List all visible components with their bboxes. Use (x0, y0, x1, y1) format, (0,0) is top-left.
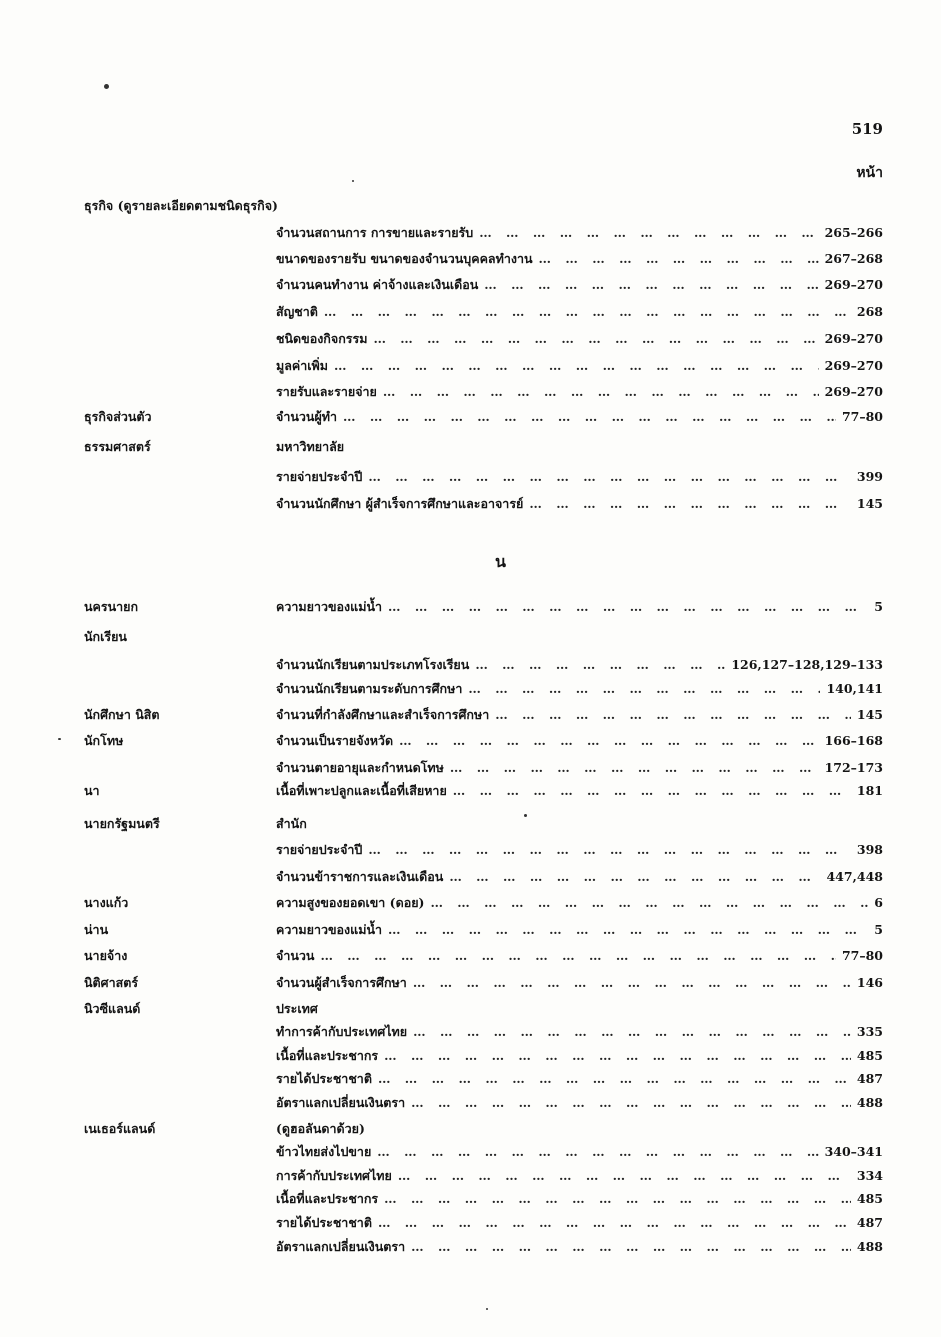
leader-dots (343, 409, 836, 424)
index-entry-pages: 126,127–128,129–133 (731, 657, 883, 672)
index-entry-pages: 268 (856, 304, 883, 319)
index-entry-label: อัตราแลกเปลี่ยนเงินตรา (276, 1095, 406, 1110)
index-entry-pages: 488 (856, 1239, 883, 1254)
index-row (0, 1119, 941, 1141)
index-entry-pages: 146 (856, 975, 883, 990)
index-entry-label: สำนัก (276, 816, 307, 831)
index-term: น่าน (84, 922, 109, 937)
index-entry-label: รายได้ประชาชาติ (276, 1215, 372, 1230)
index-entry-label: เนื้อที่เพาะปลูกและเนื้อที่เสียหาย (276, 783, 447, 798)
leader-dots (453, 783, 851, 798)
leader-dots (411, 1239, 851, 1254)
index-entry-label: เนื้อที่และประชากร (276, 1191, 379, 1206)
index-row (0, 999, 941, 1021)
leader-dots (373, 331, 818, 346)
index-row (0, 302, 941, 324)
index-entry-label: อัตราแลกเปลี่ยนเงินตรา (276, 1239, 406, 1254)
index-entry-label: จำนวนนักเรียนตามประเภทโรงเรียน (276, 657, 470, 672)
index-entry-pages: 145 (856, 496, 883, 511)
index-term: นายจ้าง (84, 948, 128, 963)
index-row (0, 1189, 941, 1211)
index-term: ธรรมศาสตร์ (84, 439, 151, 454)
index-entry-pages: 340–341 (824, 1144, 883, 1159)
leader-dots (449, 869, 820, 884)
index-row (0, 867, 941, 889)
index-row (0, 1093, 941, 1115)
scan-speck (352, 180, 354, 182)
leader-dots (378, 1071, 851, 1086)
index-row (0, 840, 941, 862)
leader-dots (430, 895, 868, 910)
index-entry-label: จำนวน (276, 948, 315, 963)
index-term: ธุรกิจส่วนตัว (84, 409, 152, 424)
index-row (0, 1142, 941, 1164)
index-term: นางแก้ว (84, 895, 129, 910)
leader-dots (398, 1168, 851, 1183)
index-entry-pages: 487 (856, 1215, 883, 1230)
index-entry-label: ชนิดของกิจกรรม (276, 331, 368, 346)
leader-dots (539, 251, 819, 266)
index-term: นักศึกษา นิสิต (84, 707, 160, 722)
index-entry-label: สัญชาติ (276, 304, 318, 319)
index-entry-label: ความยาวของแม่น้ำ (276, 922, 383, 937)
leader-dots (378, 1215, 851, 1230)
index-row (0, 1046, 941, 1068)
index-entry-label: (ดูฮอลันดาด้วย) (276, 1121, 365, 1136)
index-term: นายกรัฐมนตรี (84, 816, 160, 831)
index-row (0, 781, 941, 803)
index-entry-pages: 181 (856, 783, 883, 798)
index-entry-pages: 269–270 (824, 384, 883, 399)
index-entry-pages: 485 (856, 1048, 883, 1063)
page-number: 519 (851, 120, 883, 138)
index-row (0, 920, 941, 942)
leader-dots (377, 1144, 818, 1159)
index-row (0, 494, 941, 516)
leader-dots (475, 657, 725, 672)
index-row (0, 705, 941, 727)
index-row (0, 196, 941, 218)
index-row (0, 275, 941, 297)
index-entry-label: จำนวนตายอายุและกำหนดโทษ (276, 760, 444, 775)
index-entry-label: รายรับและรายจ่าย (276, 384, 377, 399)
index-entry-label: จำนวนเป็นรายจังหวัด (276, 733, 394, 748)
index-entry-pages: 487 (856, 1071, 883, 1086)
leader-dots (450, 760, 819, 775)
index-entry-label: จำนวนข้าราชการและเงินเดือน (276, 869, 444, 884)
leader-dots (529, 496, 851, 511)
leader-dots (479, 225, 818, 240)
index-entry-label: จำนวนผู้สำเร็จการศึกษา (276, 975, 407, 990)
leader-dots (384, 1191, 851, 1206)
index-row (0, 356, 941, 378)
leader-dots (324, 304, 851, 319)
leader-dots (399, 733, 818, 748)
index-term: นิวซีแลนด์ (84, 1001, 141, 1016)
index-entry-label: ความยาวของแม่น้ำ (276, 599, 383, 614)
scan-speck (104, 84, 109, 89)
index-row (0, 731, 941, 753)
index-entry-pages: 269–270 (824, 277, 883, 292)
index-row (0, 758, 941, 780)
leader-dots (383, 384, 819, 399)
index-entry-label: จำนวนนักศึกษา ผู้สำเร็จการศึกษาและอาจารย์ (276, 496, 524, 511)
index-entry-label: มูลค่าเพิ่ม (276, 358, 329, 373)
index-entry-pages: 269–270 (824, 331, 883, 346)
leader-dots (334, 358, 819, 373)
index-entry-pages: 77–80 (841, 948, 883, 963)
index-entry-pages: 399 (856, 469, 883, 484)
index-entry-label: ประเทศ (276, 1001, 318, 1016)
leader-dots (413, 975, 851, 990)
index-entry-label: ความสูงของยอดเขา (ดอย) (276, 895, 425, 910)
index-entry-label: ทำการค้ากับประเทศไทย (276, 1024, 408, 1039)
index-row (0, 1237, 941, 1259)
index-term: นักเรียน (84, 629, 127, 644)
leader-dots (388, 599, 868, 614)
scan-speck (486, 1308, 488, 1310)
index-entry-label: จำนวนที่กำลังศึกษาและสำเร็จการศึกษา (276, 707, 490, 722)
index-row (0, 655, 941, 677)
leader-dots (413, 1024, 851, 1039)
leader-dots (388, 922, 868, 937)
leader-dots (384, 1048, 851, 1063)
index-term: นครนายก (84, 599, 139, 614)
index-entry-pages: 335 (856, 1024, 883, 1039)
index-entry-pages: 77–80 (841, 409, 883, 424)
leader-dots (484, 277, 818, 292)
leader-dots (495, 707, 851, 722)
index-entry-pages: 398 (856, 842, 883, 857)
index-term: นา (84, 783, 100, 798)
index-entry-pages: 172–173 (824, 760, 883, 775)
index-entry-label: จำนวนผู้ทำ (276, 409, 338, 424)
index-entry-pages: 166–168 (824, 733, 883, 748)
index-row (0, 893, 941, 915)
index-term: นักโทษ (84, 733, 124, 748)
leader-dots (468, 681, 820, 696)
index-entry-label: มหาวิทยาลัย (276, 439, 345, 454)
index-entry-pages: 485 (856, 1191, 883, 1206)
index-row (0, 437, 941, 459)
index-entry-pages: 5 (874, 922, 883, 937)
index-entry-label: จำนวนสถานการ การขายและรายรับ (276, 225, 474, 240)
index-entry-pages: 145 (856, 707, 883, 722)
index-entry-pages: 5 (874, 599, 883, 614)
index-row (0, 814, 941, 836)
page-column-heading: หน้า (856, 165, 883, 181)
index-term: เนเธอร์แลนด์ (84, 1121, 156, 1136)
index-entry-pages: 269–270 (824, 358, 883, 373)
leader-dots (368, 842, 851, 857)
index-entry-label: เนื้อที่และประชากร (276, 1048, 379, 1063)
index-row (0, 329, 941, 351)
index-entry-label: ข้าวไทยส่งไปขาย (276, 1144, 372, 1159)
index-row (0, 223, 941, 245)
index-row (0, 1166, 941, 1188)
index-row (0, 973, 941, 995)
index-entry-label: การค้ากับประเทศไทย (276, 1168, 392, 1183)
index-row (0, 597, 941, 619)
index-entry-label: จำนวนคนทำงาน ค่าจ้างและเงินเดือน (276, 277, 479, 292)
index-row (0, 946, 941, 968)
index-row (0, 249, 941, 271)
index-entry-pages: 6 (874, 895, 883, 910)
index-row (0, 679, 941, 701)
section-letter: น (495, 552, 506, 571)
leader-dots (320, 948, 836, 963)
index-entry-label: ขนาดของรายรับ ขนาดของจำนวนบุคคลทำงาน (276, 251, 533, 266)
leader-dots (411, 1095, 851, 1110)
index-entry-pages: 447,448 (826, 869, 883, 884)
index-term: นิติศาสตร์ (84, 975, 139, 990)
index-row (0, 627, 941, 649)
index-entry-pages: 488 (856, 1095, 883, 1110)
index-row (0, 1069, 941, 1091)
index-row (0, 407, 941, 429)
index-entry-label: รายได้ประชาชาติ (276, 1071, 372, 1086)
index-row (0, 1213, 941, 1235)
index-entry-pages: 265–266 (824, 225, 883, 240)
index-entry-label: รายจ่ายประจำปี (276, 842, 363, 857)
index-row (0, 382, 941, 404)
index-entry-pages: 140,141 (826, 681, 883, 696)
index-row (0, 467, 941, 489)
index-term: ธุรกิจ (ดูรายละเอียดตามชนิดธุรกิจ) (84, 198, 278, 213)
index-entry-pages: 267–268 (824, 251, 883, 266)
index-entry-label: จำนวนนักเรียนตามระดับการศึกษา (276, 681, 463, 696)
index-entry-label: รายจ่ายประจำปี (276, 469, 363, 484)
index-row (0, 1022, 941, 1044)
index-entry-pages: 334 (856, 1168, 883, 1183)
leader-dots (368, 469, 851, 484)
